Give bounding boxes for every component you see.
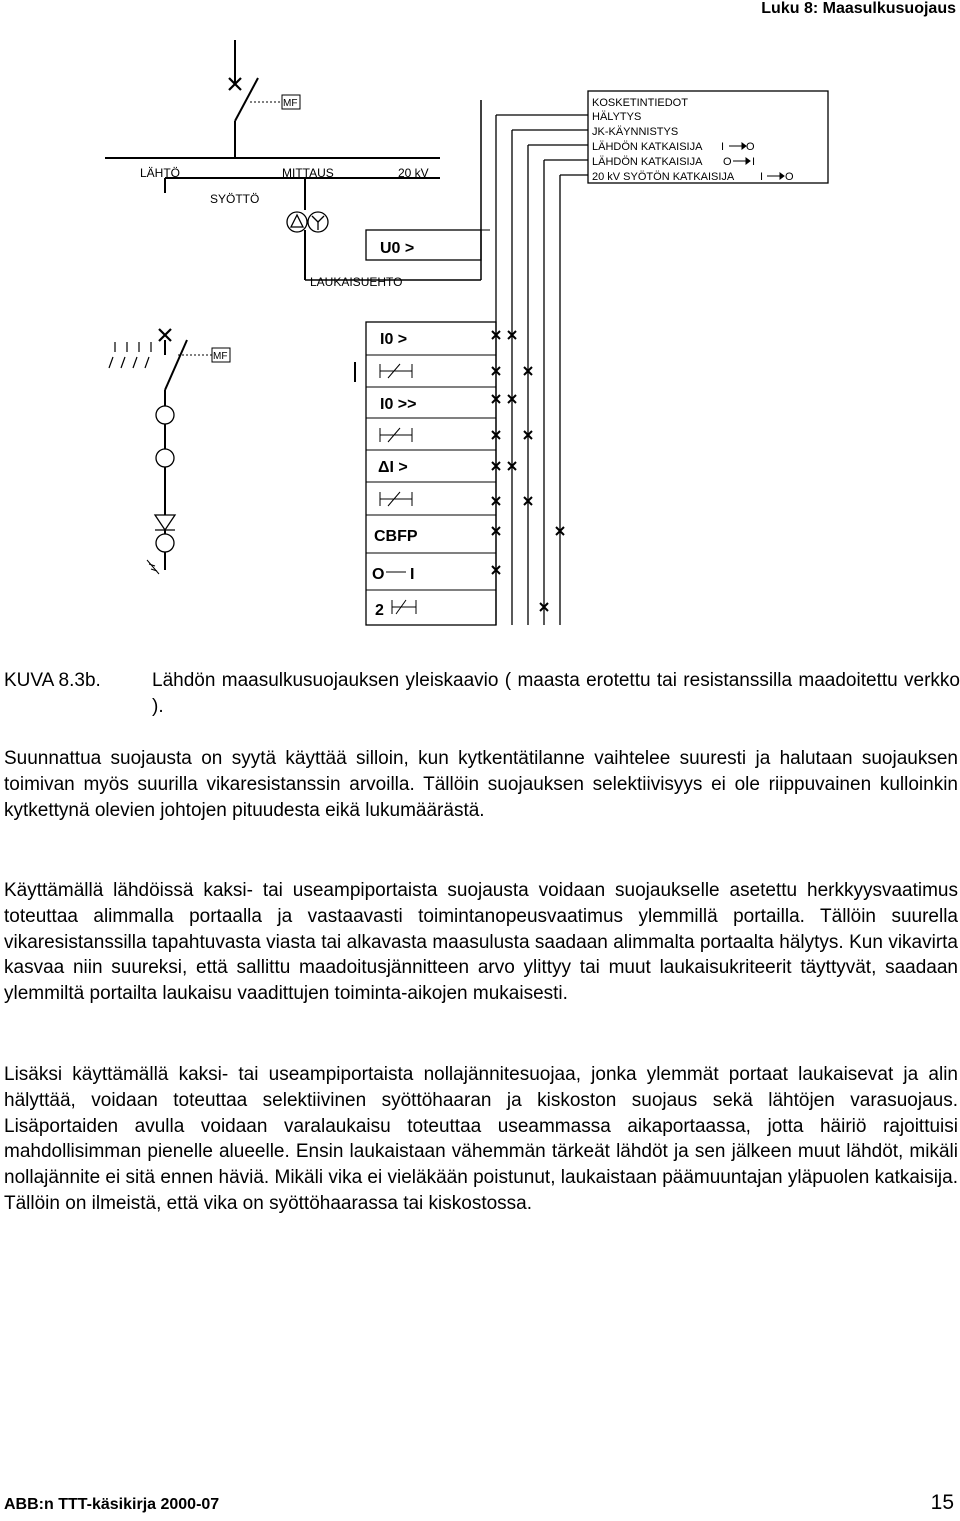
- contact-row-text: 20 kV SYÖTÖN KATKAISIJA: [592, 171, 735, 183]
- body-paragraph: Lisäksi käyttämällä kaksi- tai useampiportaista nollajännitesuojaa, jonka ylemmät portaat laukaisevat ja alin hälyttää, voidaan toteuttaa selektiivinen syöttöhaaran ja kiskoston suojaus sekä lähtöjen varasuojaus. Lisäportaiden avulla voidaan varalaukaisu toteuttaa useammassa aikaportaassa, jotta häiriö rajoittuisi mahdollisimman pienelle alueelle. Ensin laukaistaan vähemmän tärkeät lähdöt ja sen jälkeen muut lähdöt, mikäli nollajännite ei sitä ennen häviä. Mikäli vika ei vieläkään poistunut, laukaistaan päämuuntajan yläpuolen katkaisija. Tällöin on ilmeistä, että vika on syöttöhaarassa tai kiskostossa.: [4, 1064, 958, 1214]
- chapter-header: Luku 8: Maasulkusuojaus: [761, 0, 956, 17]
- page-number: 15: [930, 1491, 954, 1514]
- u0-relay-label: U0 >: [380, 240, 415, 257]
- contact-row-text: JK-KÄYNNISTYS: [592, 126, 679, 138]
- protection-diagram: [0, 0, 960, 650]
- delta-i-relay-label: ΔI >: [378, 459, 408, 476]
- contact-row-text: LÄHDÖN KATKAISIJA: [592, 141, 703, 153]
- i0b-relay-label: I0 >>: [380, 396, 417, 413]
- syotto-label: SYÖTTÖ: [210, 192, 260, 206]
- contact-row-to: O: [785, 171, 794, 183]
- two-relay-label: 2: [375, 602, 384, 619]
- cbfp-relay-label: CBFP: [374, 528, 418, 545]
- contact-row-text: HÄLYTYS: [592, 111, 642, 123]
- i-relay-label: I: [410, 566, 415, 583]
- footer-title: ABB:n TTT-käsikirja 2000-07: [4, 1496, 220, 1513]
- three-phase-switch-icon: [109, 342, 151, 368]
- figure-number: KUVA 8.3b.: [4, 670, 101, 691]
- laukaisuehto-label: LAUKAISUEHTO: [310, 275, 403, 289]
- contact-row-from: I: [721, 141, 725, 153]
- contact-row-text: LÄHDÖN KATKAISIJA: [592, 156, 703, 168]
- body-paragraph: Suunnattua suojausta on syytä käyttää silloin, kun kytkentätilanne vaihtelee suuresti ja halutaan suojauksen toimivan myös suurilla vikaresistanssin arvoilla. Tällöin suojauksen selektiivisyys ei ole riippuvainen kulloinkin kytkettynä olevien johtojen pituudesta eikä lukumäärästä.: [4, 748, 958, 821]
- contact-row-to: I: [752, 156, 756, 168]
- figure-caption-text: Lähdön maasulkusuojauksen yleiskaavio ( maasta erotettu tai resistanssilla maadoitettu verkko ).: [152, 670, 960, 717]
- body-paragraph: Käyttämällä lähdöissä kaksi- tai useampiportaista suojausta voidaan suojaukselle asetettu herkkyysvaatimus toteuttaa alimmalla portaalla ja vastaavasti toimintanopeusvaatimus ylemmillä portailla. Tällöin suurella vikaresistanssilla tapahtuvasta viasta tai alkavasta maasulusta saadaan alimmalta portaalta hälytys. Kun vikavirta kasvaa niin suureksi, että sallittu maadoitusjännitteen arvo ylittyy tai muut laukaisukriteerit täyttyvät, saadaan ylemmiltä portailta laukaisu vaadittujen toiminta-aikojen mukaisesti.: [4, 880, 958, 1005]
- kv20-label: 20 kV: [398, 166, 429, 180]
- contact-row-from: I: [760, 171, 764, 183]
- mf-label-bottom: MF: [213, 351, 228, 362]
- mittaus-label: MITTAUS: [282, 166, 334, 180]
- contact-title: KOSKETINTIEDOT: [592, 97, 688, 109]
- lahto-label: LÄHTÖ: [140, 166, 181, 180]
- i0-relay-label: I0 >: [380, 331, 408, 348]
- mf-label-top: MF: [283, 98, 298, 109]
- voltage-transformer-icon: [287, 212, 328, 232]
- o-relay-label: O: [372, 566, 385, 583]
- ground-icon: [147, 560, 159, 574]
- contact-row-from: O: [723, 156, 732, 168]
- arrow-icon: [729, 143, 784, 179]
- contact-row-to: O: [746, 141, 755, 153]
